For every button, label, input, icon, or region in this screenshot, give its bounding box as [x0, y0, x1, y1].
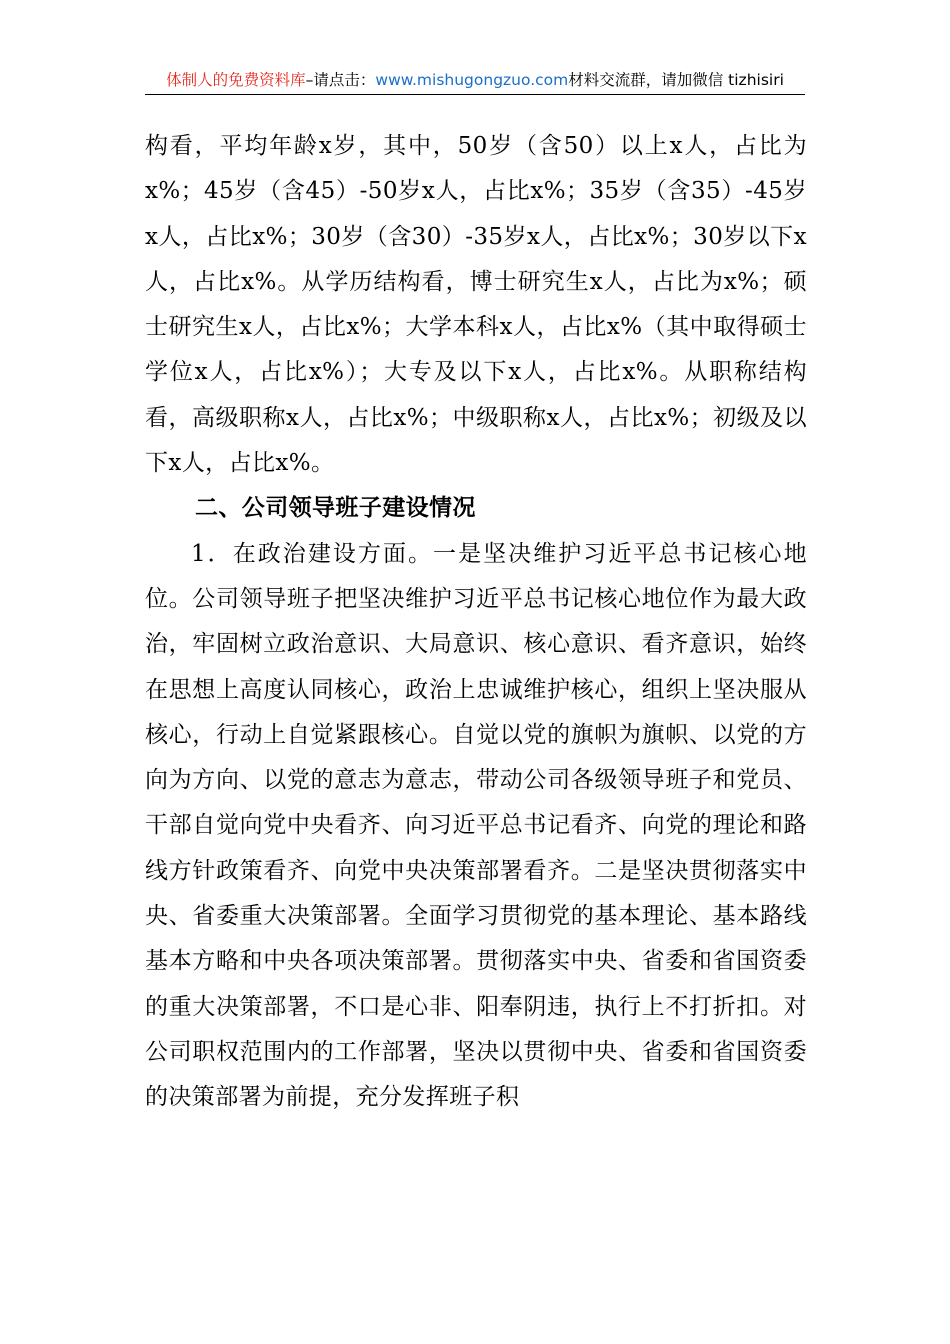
header-website-link[interactable]: www.mishugongzuo.com: [375, 71, 569, 89]
header-brand: 体制人的免费资料库: [166, 71, 306, 89]
paragraph-political-building: 1．在政治建设方面。一是坚决维护习近平总书记核心地位。公司领导班子把坚决维护习近平总书记核心地位作为最大政治，牢固树立政治意识、大局意识、核心意识、看齐意识，始终在思想上高度认同核心，政治上忠诚维护核心，组织上坚决服从核心，行动上自觉紧跟核心。自觉以党的旗帜为旗帜、以党的方向为方向、以党的意志为意志，带动公司各级领导班子和党员、干部自觉向党中央看齐、向习近平总书记看齐、向党的理论和路线方针政策看齐、向党中央决策部署看齐。二是坚决贯彻落实中央、省委重大决策部署。全面学习贯彻党的基本理论、基本路线基本方略和中央各项决策部署。贯彻落实中央、省委和省国资委的重大决策部署，不口是心非、阳奉阴违，执行上不打折扣。对公司职权范围内的工作部署，坚决以贯彻中央、省委和省国资委的决策部署为前提，充分发挥班子积: [145, 540, 807, 1111]
header-contact: 材料交流群，请加微信 tizhisiri: [568, 71, 784, 89]
header-prompt: –请点击：: [305, 71, 376, 89]
document-body: [145, 124, 807, 1121]
paragraph-structure-stats: 构看，平均年龄x岁，其中，50岁（含50）以上x人，占比为x%；45岁（含45）-50岁x人，占比x%；35岁（含35）-45岁x人，占比x%；30岁（含30）-35岁x人，占比x%；30岁以下x人，占比x%。从学历结构看，博士研究生x人，占比为x%；硕士研究生x人，占比x%；大学本科x人，占比x%（其中取得硕士学位x人，占比x%）；大专及以下x人，占比x%。从职称结构看，高级职称x人，占比x%；中级职称x人，占比x%；初级及以下x人，占比x%。: [145, 133, 807, 477]
section-heading: 二、公司领导班子建设情况: [195, 495, 476, 522]
page-header: [145, 68, 805, 95]
